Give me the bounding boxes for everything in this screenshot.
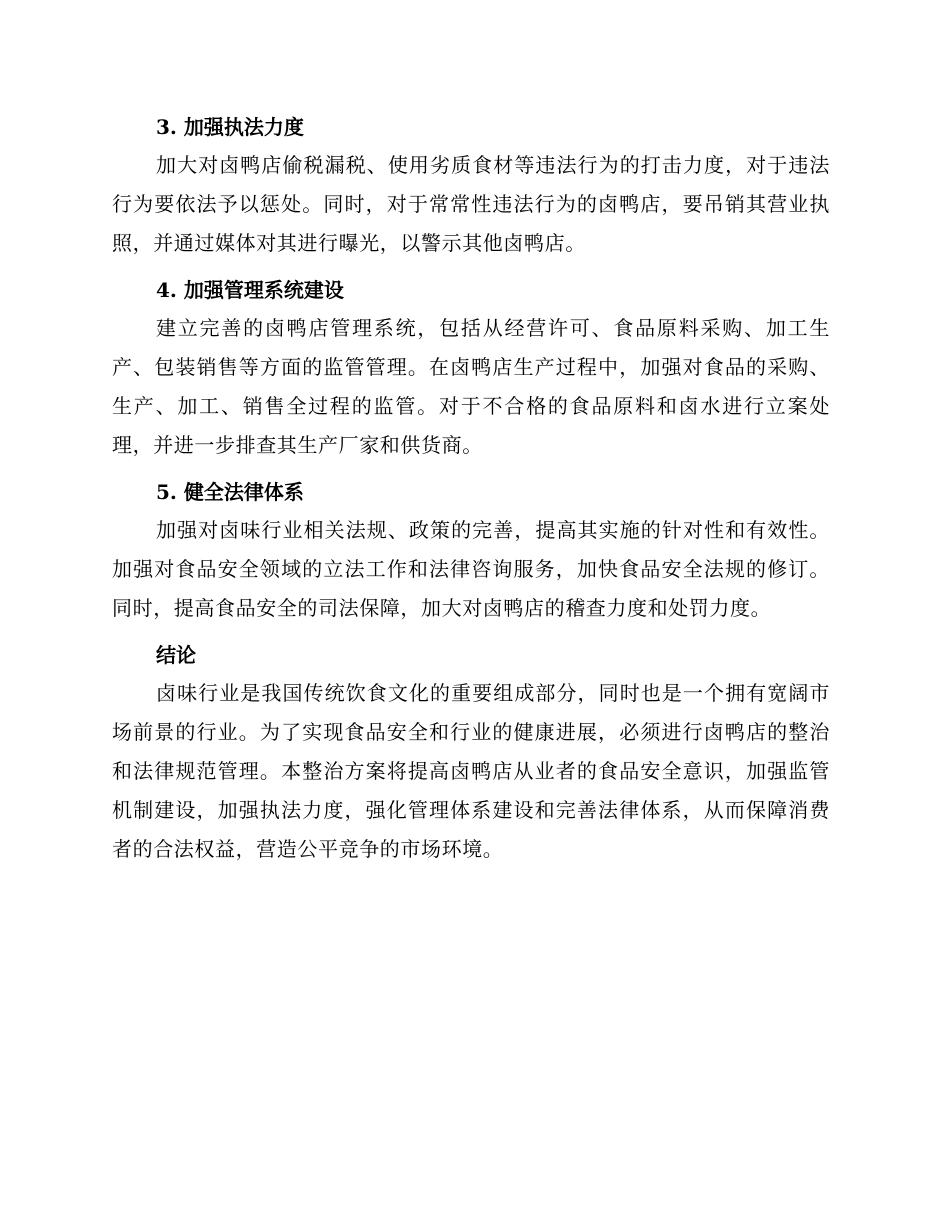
section-heading: 4. 加强管理系统建设 [156, 278, 344, 302]
section-legal-system [112, 473, 830, 628]
section-heading: 结论 [156, 643, 196, 667]
section-paragraph: 加大对卤鸭店偷税漏税、使用劣质食材等违法行为的打击力度，对于违法行为要依法予以惩处。同时，对于常常性违法行为的卤鸭店，要吊销其营业执照，并通过媒体对其进行曝光，以警示其他卤鸭店。 [112, 153, 830, 255]
section-heading: 5. 健全法律体系 [156, 480, 304, 504]
document-page [112, 108, 830, 877]
section-paragraph: 加强对卤味行业相关法规、政策的完善，提高其实施的针对性和有效性。加强对食品安全领域的立法工作和法律咨询服务，加快食品安全法规的修订。同时，提高食品安全的司法保障，加大对卤鸭店的稽查力度和处罚力度。 [112, 518, 830, 620]
section-management-system [112, 271, 830, 465]
section-paragraph: 建立完善的卤鸭店管理系统，包括从经营许可、食品原料采购、加工生产、包装销售等方面的监管管理。在卤鸭店生产过程中，加强对食品的采购、生产、加工、销售全过程的监管。对于不合格的食品原料和卤水进行立案处理，并进一步排查其生产厂家和供货商。 [112, 316, 830, 457]
section-enforcement [112, 108, 830, 263]
section-conclusion [112, 636, 830, 869]
section-paragraph: 卤味行业是我国传统饮食文化的重要组成部分，同时也是一个拥有宽阔市场前景的行业。为了实现食品安全和行业的健康进展，必须进行卤鸭店的整治和法律规范管理。本整治方案将提高卤鸭店从业者的食品安全意识，加强监管机制建设，加强执法力度，强化管理体系建设和完善法律体系，从而保障消费者的合法权益，营造公平竞争的市场环境。 [112, 681, 830, 861]
section-heading: 3. 加强执法力度 [156, 115, 304, 139]
